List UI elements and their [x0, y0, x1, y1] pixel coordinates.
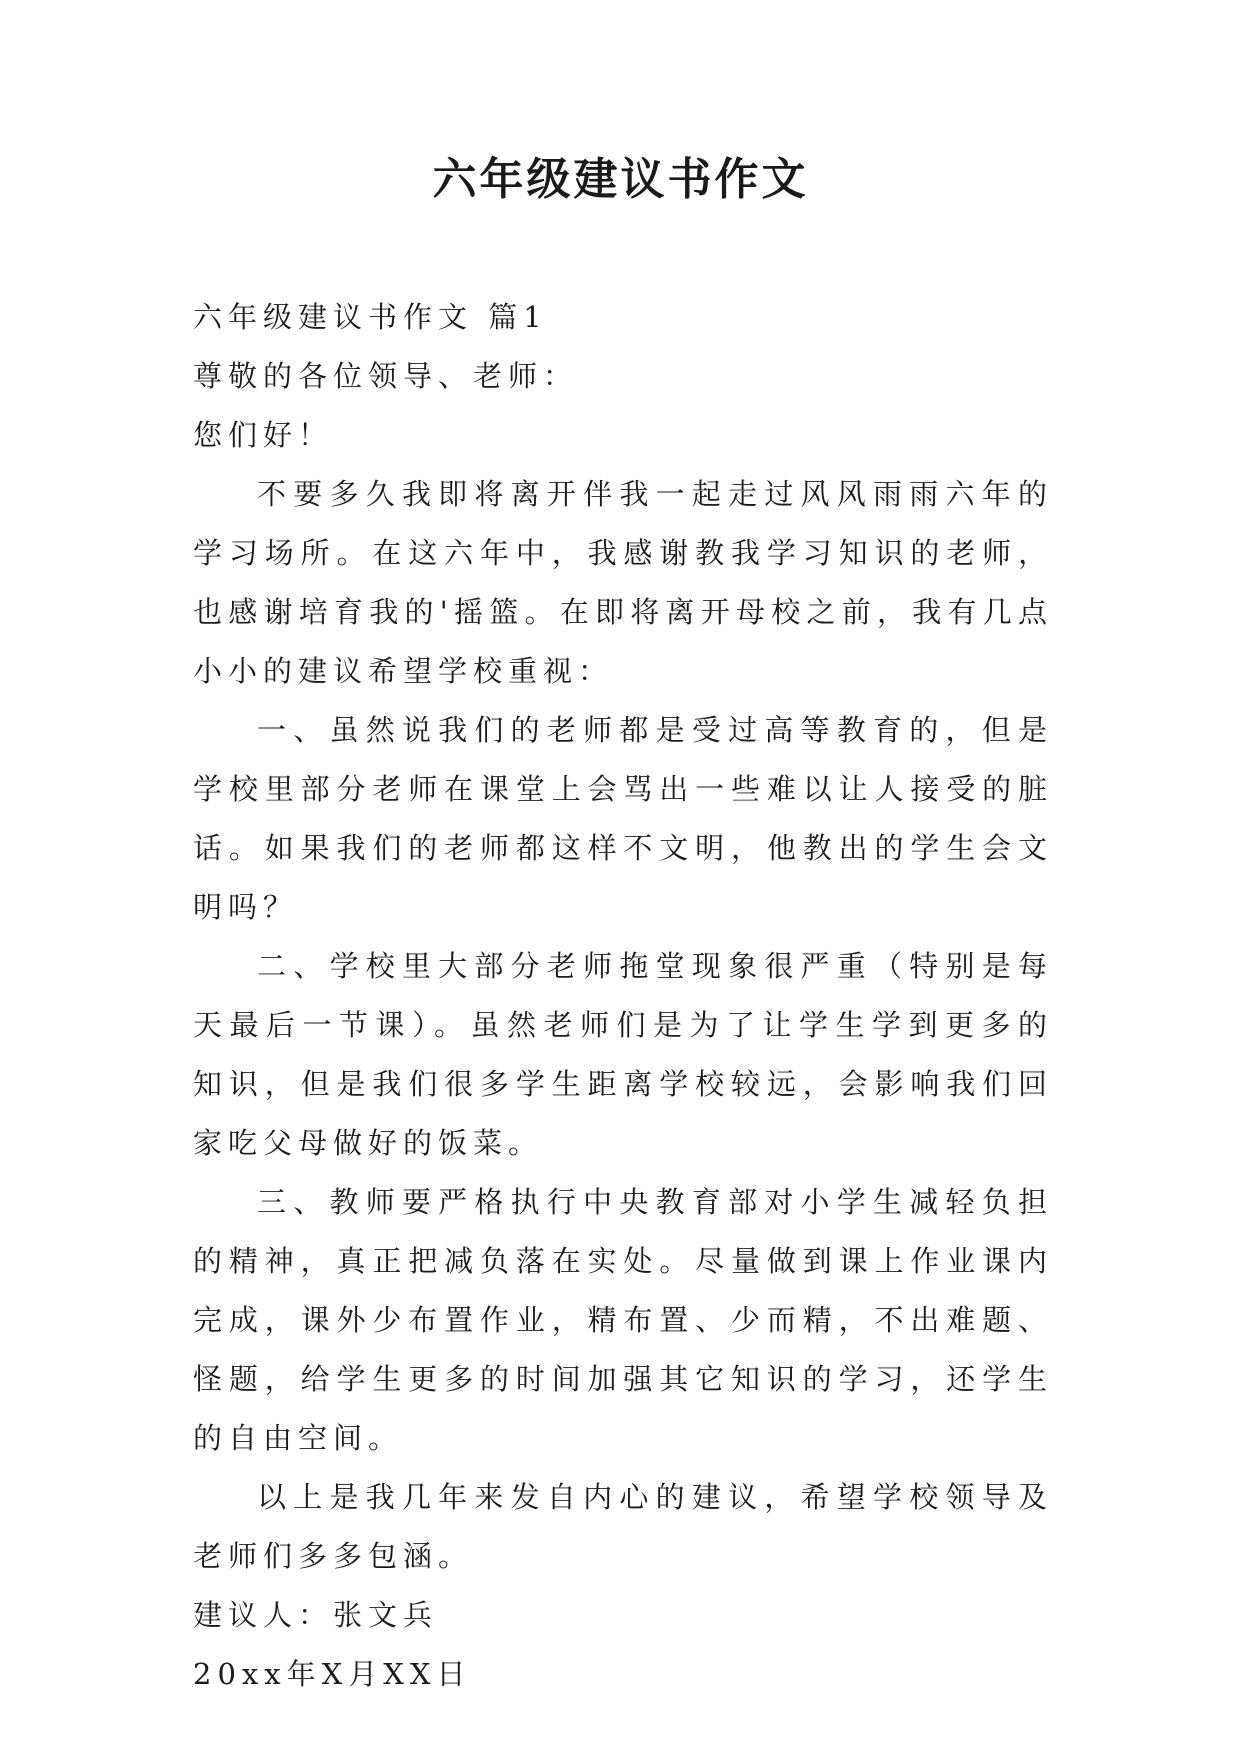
paragraph-suggestion-3: 三、教师要严格执行中央教育部对小学生减轻负担的精神，真正把减负落在实处。尽量做到课上作业课内完成，课外少布置作业，精布置、少而精，不出难题、怪题，给学生更多的时间加强其它知识的学习，还学生的自由空间。 — [193, 1185, 1053, 1455]
paragraph-intro: 不要多久我即将离开伴我一起走过风风雨雨六年的学习场所。在这六年中，我感谢教我学习知识的老师，也感谢培育我的'摇篮。在即将离开母校之前，我有几点小小的建议希望学校重视： — [193, 477, 1053, 688]
date: 20xx年X月XX日 — [193, 1657, 472, 1691]
greeting: 您们好！ — [193, 418, 334, 452]
section-heading: 六年级建议书作文 篇1 — [193, 300, 548, 334]
paragraph-closing: 以上是我几年来发自内心的建议，希望学校领导及老师们多多包涵。 — [193, 1480, 1053, 1573]
signature: 建议人：张文兵 — [193, 1598, 439, 1632]
paragraph-suggestion-1: 一、虽然说我们的老师都是受过高等教育的，但是学校里部分老师在课堂上会骂出一些难以让人接受的脏话。如果我们的老师都这样不文明，他教出的学生会文明吗？ — [193, 713, 1053, 924]
document-title: 六年级建议书作文 — [432, 154, 809, 205]
salutation: 尊敬的各位领导、老师： — [193, 359, 579, 393]
paragraph-suggestion-2: 二、学校里大部分老师拖堂现象很严重（特别是每天最后一节课）。虽然老师们是为了让学生学到更多的知识，但是我们很多学生距离学校较远，会影响我们回家吃父母做好的饭菜。 — [193, 949, 1053, 1160]
document-body — [193, 288, 1053, 1704]
